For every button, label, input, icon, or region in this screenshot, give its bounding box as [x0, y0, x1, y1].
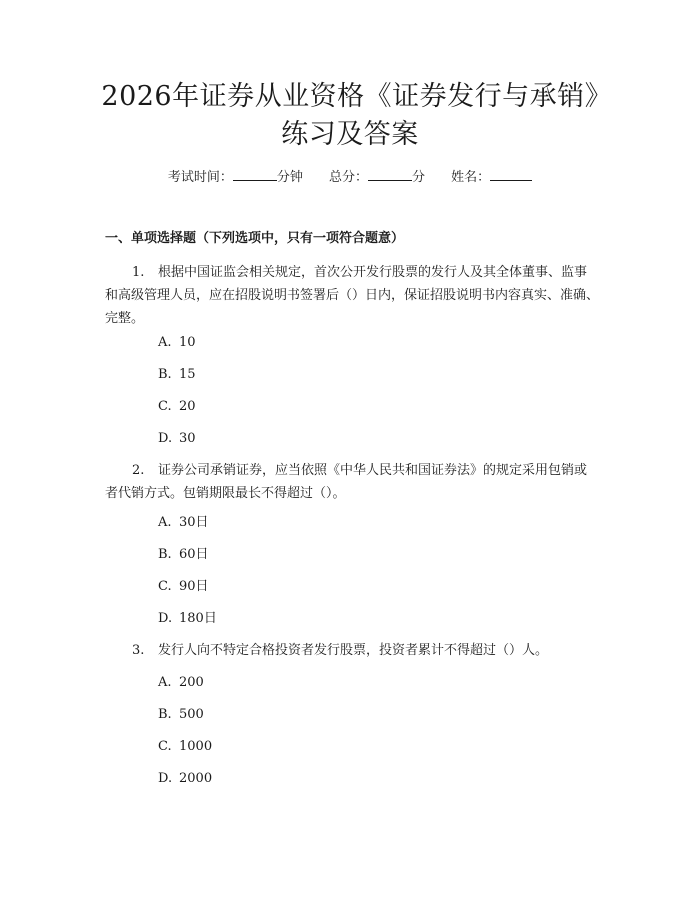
- option-text: 20: [179, 399, 196, 414]
- question-3: [105, 639, 599, 662]
- exam-info-row: [0, 168, 700, 188]
- exam-time-label: 考试时间：: [167, 170, 233, 185]
- question-3-option-c: [158, 737, 212, 757]
- question-2-option-c: [158, 577, 209, 597]
- option-text: 60日: [179, 547, 209, 562]
- total-score-field: [329, 168, 425, 188]
- option-letter: A.: [158, 335, 172, 350]
- option-letter: D.: [158, 771, 173, 786]
- name-blank: [490, 168, 532, 181]
- option-letter: A.: [158, 675, 172, 690]
- name-label: 姓名：: [451, 170, 491, 185]
- option-text: 90日: [179, 579, 209, 594]
- question-1-option-b: [158, 365, 196, 385]
- question-number: 3.: [132, 643, 145, 658]
- option-text: 500: [179, 707, 204, 722]
- option-letter: B.: [158, 707, 172, 722]
- option-text: 1000: [179, 739, 213, 754]
- name-field: [451, 168, 532, 188]
- question-3-option-a: [158, 673, 204, 693]
- option-text: 30日: [179, 515, 209, 530]
- question-2-option-a: [158, 513, 209, 533]
- option-text: 30: [179, 431, 196, 446]
- question-1-option-a: [158, 333, 196, 353]
- total-score-unit: 分: [412, 170, 426, 185]
- option-letter: C.: [158, 399, 172, 414]
- question-text: 证券公司承销证券，应当依照《中华人民共和国证券法》的规定采用包销或者代销方式。包销期限最长不得超过（）。: [105, 463, 588, 501]
- question-text: 发行人向不特定合格投资者发行股票，投资者累计不得超过（）人。: [158, 643, 549, 658]
- option-letter: D.: [158, 611, 173, 626]
- option-text: 10: [179, 335, 196, 350]
- question-number: 2.: [132, 463, 145, 478]
- document-title: 2026年证券从业资格《证券发行与承销》练习及答案: [101, 81, 599, 150]
- exam-time-unit: 分钟: [276, 170, 303, 185]
- question-2-option-d: [158, 609, 217, 629]
- option-text: 180日: [179, 611, 217, 626]
- question-1-option-c: [158, 397, 196, 417]
- option-letter: B.: [158, 367, 172, 382]
- option-letter: B.: [158, 547, 172, 562]
- option-text: 15: [179, 367, 196, 382]
- total-score-label: 总分：: [328, 170, 368, 185]
- question-2-option-b: [158, 545, 209, 565]
- total-score-blank: [368, 168, 412, 181]
- question-2: [105, 459, 599, 505]
- option-letter: D.: [158, 431, 173, 446]
- option-text: 2000: [179, 771, 213, 786]
- option-text: 200: [179, 675, 204, 690]
- question-1-option-d: [158, 429, 196, 449]
- option-letter: C.: [158, 579, 172, 594]
- question-number: 1.: [132, 265, 145, 280]
- option-letter: C.: [158, 739, 172, 754]
- option-letter: A.: [158, 515, 172, 530]
- exam-time-field: [168, 168, 303, 188]
- exam-time-blank: [233, 168, 277, 181]
- section-title: 一、单项选择题（下列选项中，只有一项符合题意）: [105, 231, 405, 246]
- question-3-option-d: [158, 769, 212, 789]
- question-text: 根据中国证监会相关规定，首次公开发行股票的发行人及其全体董事、监事和高级管理人员，应在招股说明书签署后（）日内，保证招股说明书内容真实、准确、完整。: [105, 265, 600, 326]
- question-1: [105, 261, 599, 330]
- question-3-option-b: [158, 705, 204, 725]
